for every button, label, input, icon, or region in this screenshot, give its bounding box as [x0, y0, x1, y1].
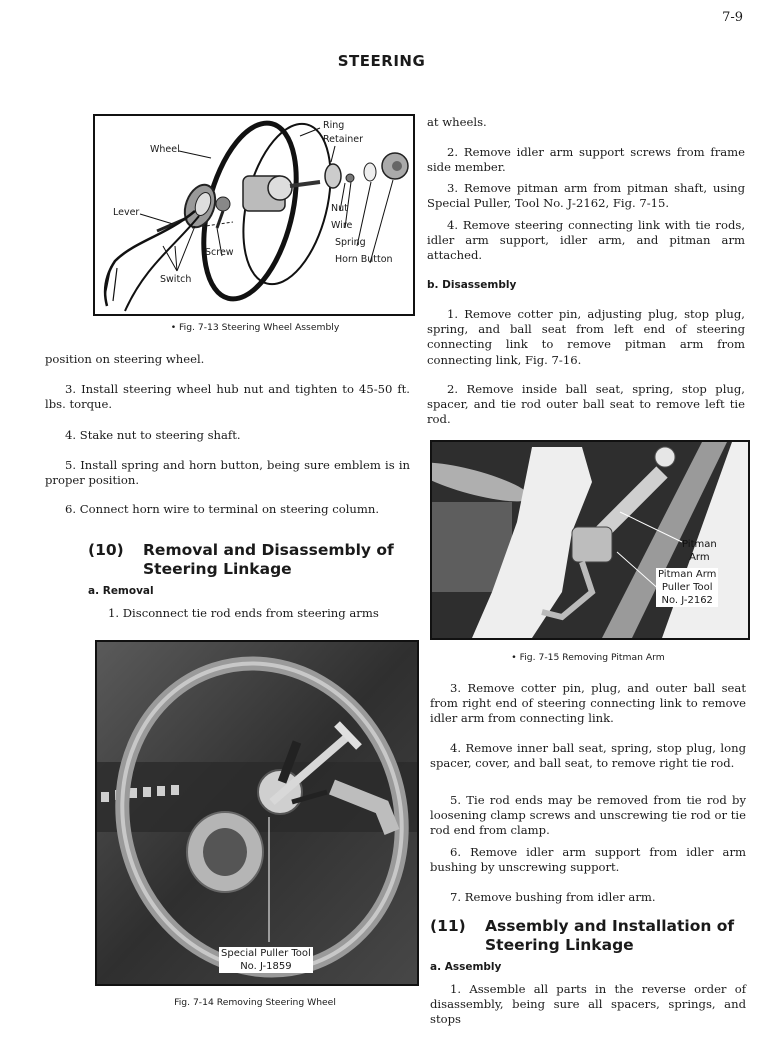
caption-text: Fig. 7-13 Steering Wheel Assembly: [179, 322, 340, 333]
section-number: (11): [430, 917, 466, 935]
label-retainer: Retainer: [323, 134, 363, 145]
section-title-line2: Steering Linkage: [143, 560, 292, 578]
callout-line1: Pitman Arm: [658, 569, 717, 580]
subsection-assembly: a. Assembly: [430, 961, 502, 973]
disassembly-step-3: 3. Remove cotter pin, plug, and outer ball seat from right end of steering connecting link to remove idler arm from connecting link.: [430, 681, 746, 726]
right-continuation-text: at wheels.: [427, 115, 487, 129]
continuation-text: position on steering wheel.: [45, 352, 205, 366]
caption-bullet: •: [511, 652, 517, 663]
label-ring: Ring: [323, 120, 345, 131]
figure-7-14-removing-steering-wheel-photo: [95, 640, 419, 986]
section-11-heading: [430, 917, 750, 955]
figure-7-13-caption: [110, 322, 400, 333]
callout-line2: No. J-1859: [240, 961, 292, 972]
callout-special-puller-tool: [219, 947, 313, 973]
figure-7-15-caption: [430, 652, 746, 663]
disassembly-step-4: 4. Remove inner ball seat, spring, stop plug, long spacer, cover, and ball seat, to remove right tie rod.: [430, 741, 746, 771]
running-head: STEERING: [337, 52, 426, 70]
removal-step-3: 3. Remove pitman arm from pitman shaft, using Special Puller, Tool No. J-2162, Fig. 7-15.: [427, 181, 745, 211]
subsection-removal: a. Removal: [88, 585, 154, 597]
figure-7-14-caption: Fig. 7-14 Removing Steering Wheel: [174, 997, 336, 1008]
caption-text: Fig. 7-15 Removing Pitman Arm: [519, 652, 665, 663]
label-switch: Switch: [160, 274, 192, 285]
install-step-4: 4. Stake nut to steering shaft.: [65, 428, 241, 442]
subsection-disassembly: b. Disassembly: [427, 279, 517, 291]
figure-7-15-removing-pitman-arm-photo: [430, 440, 750, 640]
section-number: (10): [88, 541, 124, 559]
label-spring: Spring: [335, 237, 366, 248]
disassembly-step-2: 2. Remove inside ball seat, spring, stop plug, spacer, and tie rod outer ball seat to remove left tie rod.: [427, 382, 745, 427]
callout-pitman-arm: [680, 538, 719, 564]
label-wheel: Wheel: [150, 144, 180, 155]
assembly-step-1: 1. Assemble all parts in the reverse order of disassembly, being sure all spacers, springs, and stops: [430, 982, 746, 1027]
disassembly-step-5: 5. Tie rod ends may be removed from tie rod by loosening clamp screws and unscrewing tie rod or tie rod end from clamp.: [430, 793, 747, 838]
page-number: 7-9: [722, 10, 743, 25]
callout-line2: Arm: [689, 552, 710, 563]
caption-bullet: •: [170, 322, 177, 333]
label-screw: Screw: [205, 247, 234, 258]
label-lever: Lever: [113, 207, 140, 218]
install-step-6: 6. Connect horn wire to terminal on steering column.: [65, 502, 380, 516]
label-nut: Nut: [331, 203, 348, 214]
disassembly-step-7: 7. Remove bushing from idler arm.: [450, 890, 656, 904]
callout-line1: Pitman: [682, 539, 717, 550]
callout-line2: Puller Tool: [661, 582, 713, 593]
section-title-line2: Steering Linkage: [485, 936, 634, 954]
figure-7-13-steering-wheel-assembly: [93, 114, 415, 316]
removal-step-4: 4. Remove steering connecting link with tie rods, idler arm support, idler arm, and pitman arm attached.: [427, 218, 745, 263]
install-step-5: 5. Install spring and horn button, being sure emblem is in proper position.: [45, 458, 410, 488]
callout-line3: No. J-2162: [661, 595, 713, 606]
removal-step-2: 2. Remove idler arm support screws from frame side member.: [427, 145, 746, 175]
label-wire: Wire: [331, 220, 353, 231]
steering-wheel-exploded-drawing: [95, 116, 413, 314]
disassembly-step-6: 6. Remove idler arm support from idler arm bushing by unscrewing support.: [430, 845, 747, 875]
install-step-3: 3. Install steering wheel hub nut and tighten to 45-50 ft. lbs. torque.: [45, 382, 410, 412]
section-title-line1: Removal and Disassembly of: [143, 541, 394, 559]
label-horn-button: Horn Button: [335, 254, 393, 265]
removal-step-1: 1. Disconnect tie rod ends from steering arms: [108, 606, 379, 620]
disassembly-step-1: 1. Remove cotter pin, adjusting plug, stop plug, spring, and ball seat from left end of steering connecting link to remove pitman arm from connecting link, Fig. 7-16.: [427, 307, 745, 367]
steering-wheel-photo: [97, 642, 417, 984]
section-title-line1: Assembly and Installation of: [485, 917, 735, 935]
callout-pitman-arm-puller-tool: [656, 568, 718, 607]
callout-line1: Special Puller Tool: [221, 948, 311, 959]
section-10-heading: [88, 541, 418, 579]
